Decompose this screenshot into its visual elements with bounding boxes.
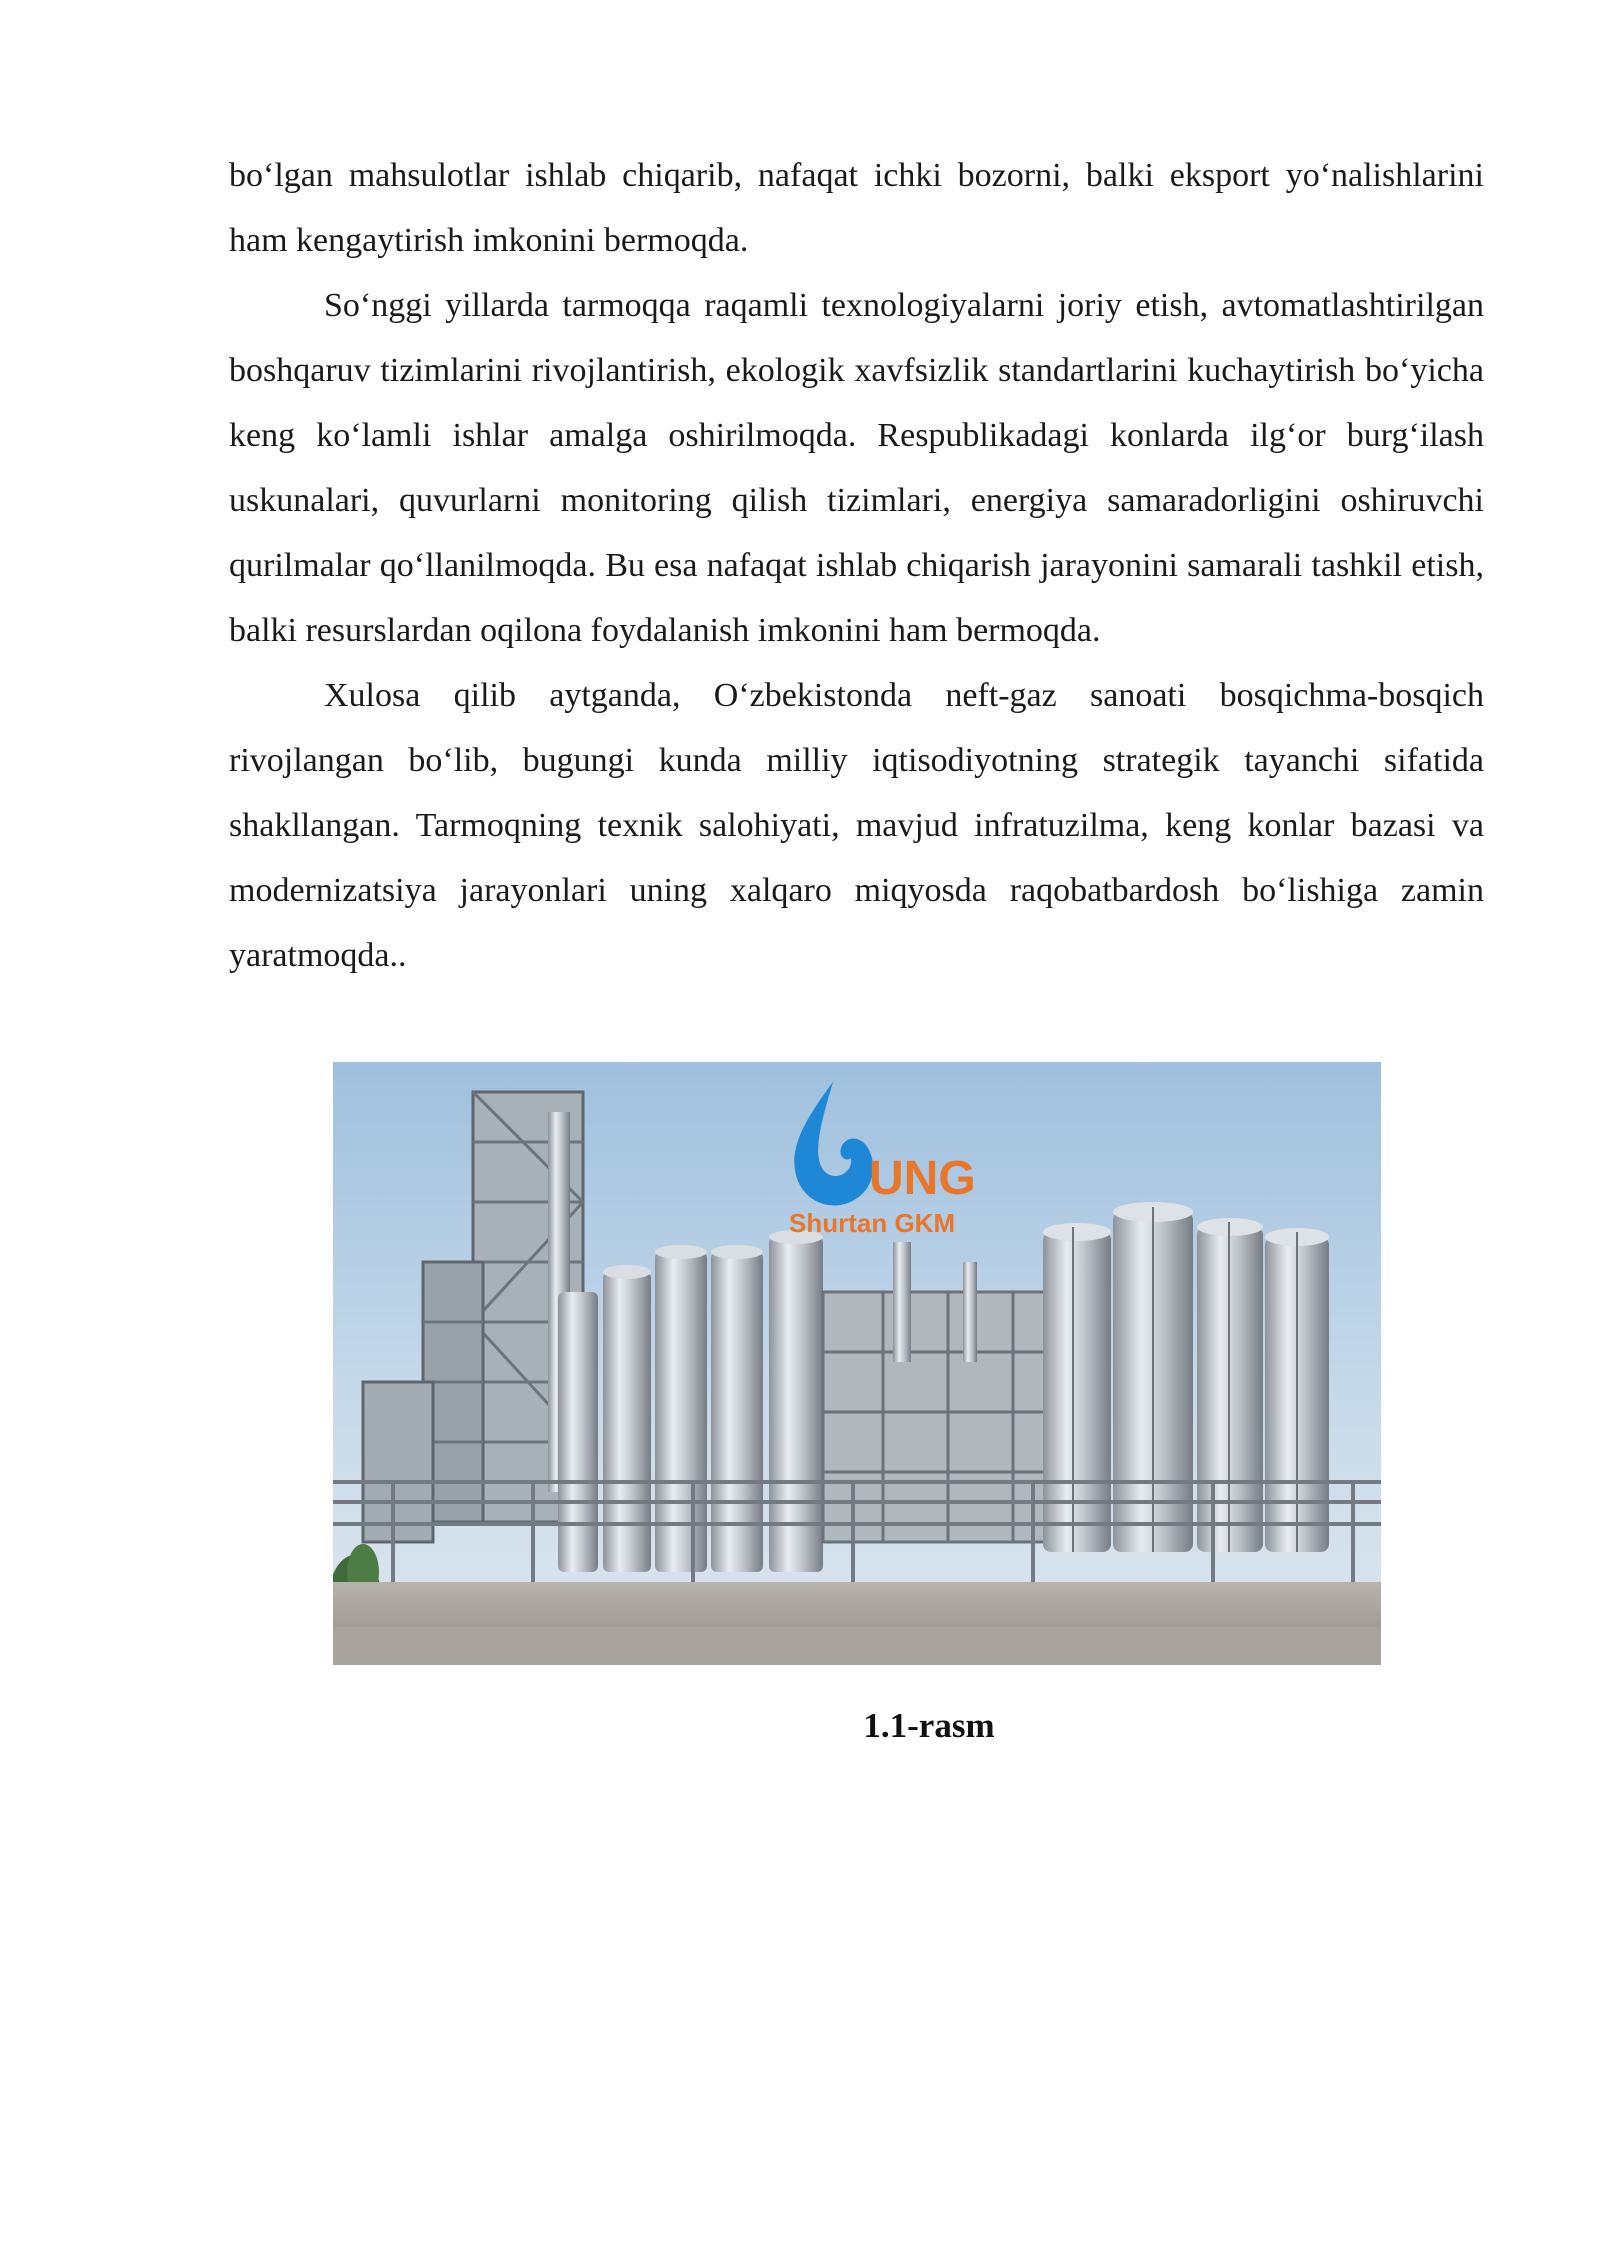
paragraph-digital-technologies: So‘nggi yillarda tarmoqqa raqamli texnologiyalarni joriy etish, avtomatlashtirilgan boshqaruv tizimlarini rivojlantirish, ekologik xavfsizlik standartlarini kuchaytirish bo‘yicha keng ko‘lamli ishlar amalga oshirilmoqda. Respublikadagi konlarda ilg‘or burg‘ilash uskunalari, quvurlarni monitoring qilish tizimlari, energiya samaradorligini oshiruvchi qurilmalar qo‘llanilmoqda. Bu esa nafaqat ishlab chiqarish jarayonini samarali tashkil etish, balki resurslardan oqilona foydalanish imkonini ham bermoqda. (229, 287, 1484, 649)
right-silos (1043, 1202, 1329, 1552)
paragraph-conclusion: Xulosa qilib aytganda, O‘zbekistonda neft-gaz sanoati bosqichma-bosqich rivojlangan bo‘lib, bugungi kunda milliy iqtisodiyotning strategik tayanchi sifatida shakllangan. Tarmoqning texnik salohiyati, mavjud infratuzilma, keng konlar bazasi va modernizatsiya jarayonlari uning xalqaro miqyosda raqobatbardosh bo‘lishiga zamin yaratmoqda.. (229, 677, 1484, 974)
logo-sub-text: Shurtan GKM (789, 1208, 956, 1238)
figure-caption: 1.1-rasm (863, 1706, 995, 1745)
figure-gas-plant-photo (333, 1062, 1381, 1665)
paragraph-continuation: bo‘lgan mahsulotlar ishlab chiqarib, nafaqat ichki bozorni, balki eksport yo‘nalishlarini ham kengaytirish imkonini bermoqda. (229, 157, 1484, 259)
plant-illustration (333, 1062, 1381, 1665)
logo-main-text: UNG (869, 1152, 976, 1205)
body-text (229, 143, 1484, 988)
